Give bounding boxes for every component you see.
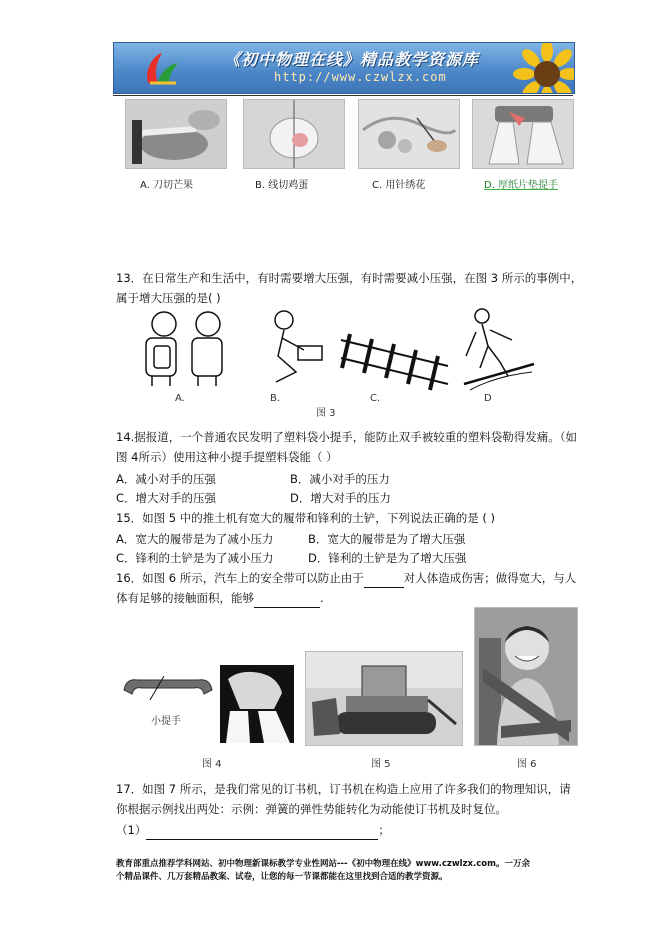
fig6-seatbelt-photo: [474, 607, 578, 746]
q17-line1: 17．如图 7 所示，是我们常见的订书机，订书机在构造上应用了许多我们的物理知识，请: [116, 782, 571, 796]
fig3-label-b: B.: [270, 393, 281, 404]
q15-option-b[interactable]: B．宽大的履带是为了增大压强: [308, 532, 466, 546]
site-url[interactable]: http://www.czwlzx.com: [274, 70, 447, 84]
fig3-label-d: D: [484, 393, 492, 404]
fig4-handle-illustration: [118, 664, 218, 744]
thread-egg-photo: [243, 99, 345, 169]
fig3-label-a: A.: [175, 393, 185, 404]
option-b-caption: B. 线切鸡蛋: [255, 180, 309, 191]
footer-line1: 教育部重点推荐学科网站、初中物理新课标教学专业性网站---《初中物理在线》www.czwlzx.com。一万余: [116, 859, 530, 869]
q16-line1-start: 16．如图 6 所示，汽车上的安全带可以防止由于: [116, 571, 364, 585]
q14-option-d[interactable]: D．增大对手的压力: [290, 491, 391, 505]
q17-blank-1[interactable]: [146, 825, 378, 840]
fig5-bulldozer-photo: [305, 651, 463, 746]
q16-line2: [116, 588, 324, 608]
knife-mango-photo: [125, 99, 227, 169]
fig5-caption: 图 5: [371, 759, 391, 770]
option-d-caption: D. 厚纸片垫提手: [484, 180, 559, 191]
q14-line2: 图 4所示）使用这种小提手提塑料袋能（ ）: [116, 450, 338, 464]
q15-option-c[interactable]: C．锋利的土铲是为了减小压力: [116, 551, 274, 565]
option-a-caption: A. 刀切芒果: [140, 180, 194, 191]
fig3-label-c: C.: [370, 393, 381, 404]
q17-item1-end: ；: [378, 823, 390, 837]
needle-embroidery-photo: [358, 99, 460, 169]
q13-line1: 13．在日常生产和生活中，有时需要增大压强，有时需要减小压强，在图 3 所示的事例中，: [116, 271, 583, 285]
q15-option-a[interactable]: A．宽大的履带是为了减小压力: [116, 532, 274, 546]
fig4-handle-label: 小提手: [151, 716, 181, 727]
q16-line2-end: .: [320, 591, 324, 605]
fig3-caption: 图 3: [316, 408, 336, 419]
q14-option-c[interactable]: C．增大对手的压强: [116, 491, 217, 505]
q16-blank-2[interactable]: [254, 593, 320, 608]
header-rule: [113, 95, 573, 96]
q16-line2-start: 体有足够的接触面积，能够: [116, 591, 254, 605]
q17-line2: 你根据示例找出两处：示例：弹簧的弹性势能转化为动能使订书机及时复位。: [116, 802, 507, 816]
sunflower-icon: [512, 42, 575, 94]
q14-option-a[interactable]: A．减小对手的压强: [116, 472, 216, 486]
q16-line1-end: 对人体造成伤害；做得宽大，与人: [403, 571, 577, 585]
site-title: 《初中物理在线》精品教学资源库: [224, 50, 480, 69]
q15-option-d[interactable]: D．锋利的土铲是为了增大压强: [308, 551, 467, 565]
q14-line1: 14.据报道，一个普通农民发明了塑料袋小提手，能防止双手被较重的塑料袋勒得发痛。（如: [116, 430, 578, 444]
q17-item1-number: （1）: [116, 823, 147, 837]
q16-line1: [116, 568, 576, 588]
q13-line2: 属于增大压强的是( ): [116, 291, 221, 305]
paper-handle-photo: [472, 99, 574, 169]
q17-item1: [116, 820, 390, 840]
site-logo-icon: [140, 49, 180, 87]
fig3-illustration: [136, 306, 536, 416]
q15-line1: 15．如图 5 中的推土机有宽大的履带和锋利的土铲，下列说法正确的是 ( ): [116, 511, 496, 525]
q14-option-b[interactable]: B．减小对手的压力: [290, 472, 390, 486]
option-c-caption: C. 用针绣花: [372, 180, 426, 191]
q16-blank-1[interactable]: [364, 573, 404, 588]
fig6-caption: 图 6: [517, 759, 537, 770]
header-banner: [113, 42, 575, 94]
fig4-hand-photo: [220, 665, 294, 743]
fig4-caption: 图 4: [202, 759, 222, 770]
footer-line2: 个精品课件、几万套精品教案、试卷，让您的每一节课都能在这里找到合适的教学资源。: [116, 872, 448, 882]
